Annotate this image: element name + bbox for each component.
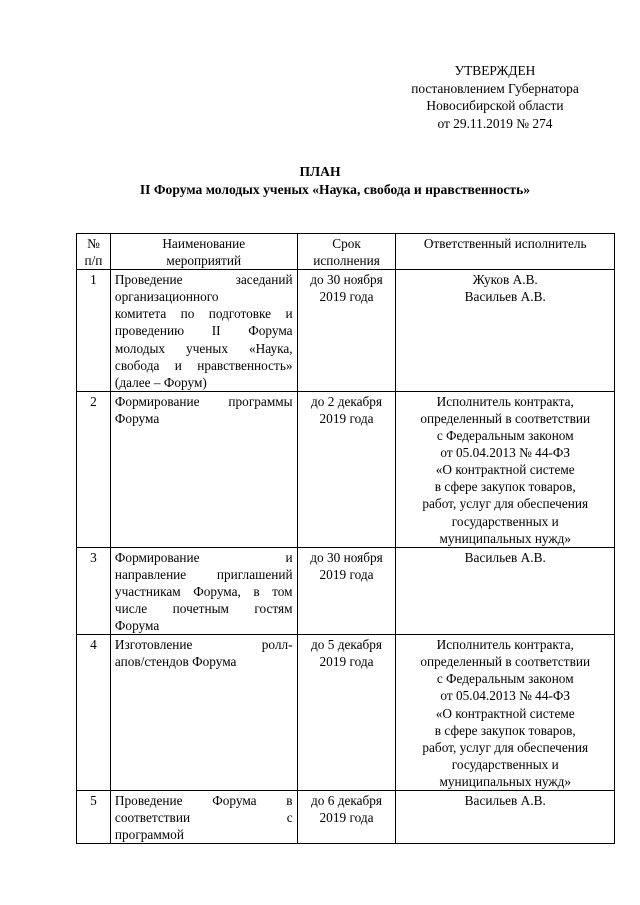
row-deadline: до 2 декабря 2019 года: [297, 391, 396, 547]
document-title: [0, 163, 640, 199]
table-row: [77, 270, 615, 392]
row-event-name: Формирование программы Форума: [110, 391, 297, 547]
header-number: № п/п: [77, 234, 111, 270]
table-row: [77, 791, 615, 844]
plan-table: [76, 233, 615, 844]
row-deadline: до 30 ноября 2019 года: [297, 547, 396, 634]
approval-stamp: [380, 62, 610, 132]
row-event-name: Изготовление ролл- апов/стендов Форума: [110, 635, 297, 791]
row-deadline: до 30 ноября 2019 года: [297, 270, 396, 392]
title-subject: II Форума молодых ученых «Наука, свобода и нравственность»: [139, 182, 531, 197]
row-number: 4: [77, 635, 111, 791]
table-row: [77, 635, 615, 791]
header-responsible: Ответственный исполнитель: [396, 234, 615, 270]
row-number: 1: [77, 270, 111, 392]
row-event-name: Проведение заседаний организационного комитета по подготовке и проведению II Форума молодых ученых «Наука, свобода и нравственность» (далее – Форум): [110, 270, 297, 392]
row-deadline: до 5 декабря 2019 года: [297, 635, 396, 791]
approval-region: Новосибирской области: [426, 98, 564, 113]
row-responsible: Жуков А.В. Васильев А.В.: [396, 270, 615, 392]
approval-date-number: от 29.11.2019 № 274: [437, 115, 553, 131]
row-number: 3: [77, 547, 111, 634]
row-event-name: Формирование и направление приглашений участникам Форума, в том числе почетным гостям Форума: [110, 547, 297, 634]
table-row: [77, 391, 615, 547]
row-deadline: до 6 декабря 2019 года: [297, 791, 396, 844]
title-heading: ПЛАН: [299, 164, 341, 179]
row-responsible: Исполнитель контракта, определенный в соответствии с Федеральным законом от 05.04.2013 № 44-ФЗ «О контрактной системе в сфере закупок товаров, работ, услуг для обеспечения государственных и муниципальных нужд»: [396, 391, 615, 547]
row-responsible: Васильев А.В.: [396, 791, 615, 844]
table-row: [77, 547, 615, 634]
row-event-name: Проведение Форума в соответствии с программой: [110, 791, 297, 844]
header-deadline: Срок исполнения: [297, 234, 396, 270]
row-number: 2: [77, 391, 111, 547]
row-responsible: Исполнитель контракта, определенный в соответствии с Федеральным законом от 05.04.2013 № 44-ФЗ «О контрактной системе в сфере закупок товаров, работ, услуг для обеспечения государственных и муниципальных нужд»: [396, 635, 615, 791]
approval-authority: постановлением Губернатора: [411, 80, 579, 96]
row-responsible: Васильев А.В.: [396, 547, 615, 634]
approval-status: УТВЕРЖДЕН: [454, 63, 536, 78]
header-event-name: Наименование мероприятий: [110, 234, 297, 270]
row-number: 5: [77, 791, 111, 844]
table-header-row: [77, 234, 615, 270]
